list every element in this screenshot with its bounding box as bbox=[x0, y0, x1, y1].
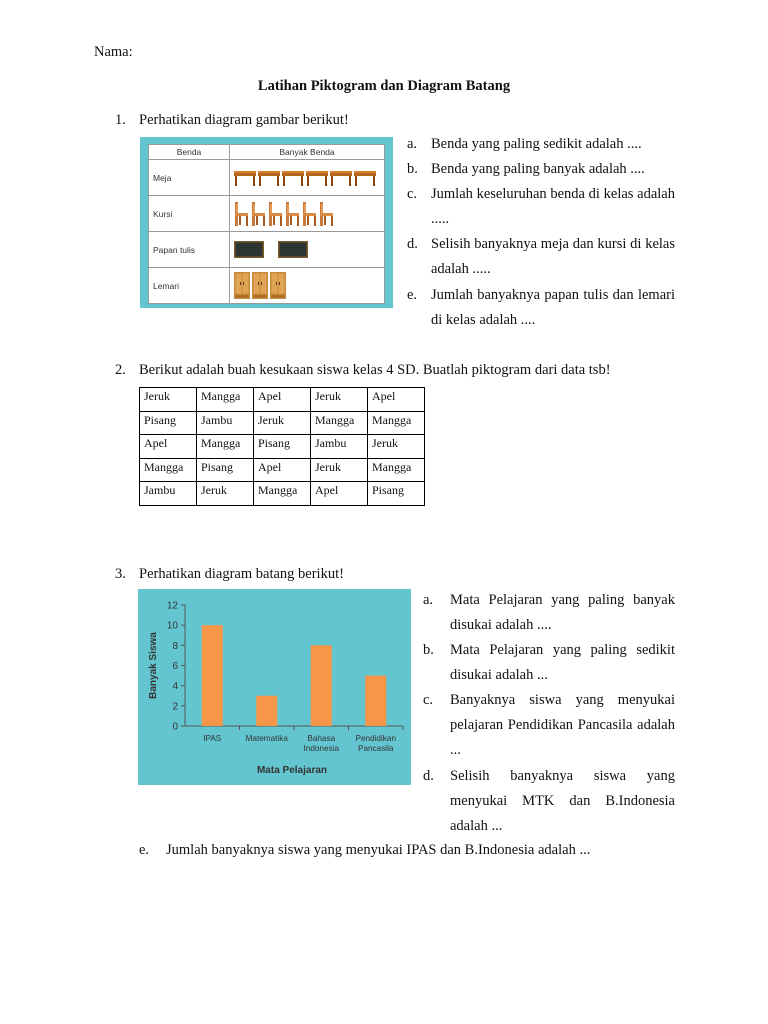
table-row bbox=[140, 458, 425, 482]
q1-text: Perhatikan diagram gambar berikut! bbox=[139, 112, 349, 128]
option-text: Mata Pelajaran yang paling banyak disukai adalah .... bbox=[450, 592, 675, 633]
y-tick-label: 12 bbox=[166, 600, 178, 612]
option-text: Mata Pelajaran yang paling sedikit disukai adalah ... bbox=[450, 642, 675, 683]
q1-option-d bbox=[407, 232, 675, 282]
q1-option-e bbox=[407, 283, 675, 333]
table-cell: Jeruk bbox=[368, 435, 425, 459]
y-tick-label: 0 bbox=[172, 721, 178, 733]
y-tick-label: 10 bbox=[166, 620, 178, 632]
chair-icon bbox=[285, 202, 300, 226]
q2-number: 2. bbox=[115, 362, 126, 378]
table-icon bbox=[354, 170, 376, 186]
chair-icon bbox=[302, 202, 317, 226]
q1-option-b bbox=[407, 157, 675, 182]
pictogram-icons bbox=[234, 272, 380, 299]
option-text: Banyaknya siswa yang menyukai pelajaran Pendidikan Pancasila adalah ... bbox=[450, 692, 675, 758]
table-cell: Pisang bbox=[197, 458, 254, 482]
q3-option-a bbox=[423, 588, 675, 638]
x-tick-label: Bahasa bbox=[307, 734, 336, 743]
option-text: Jumlah keseluruhan benda di kelas adalah ..... bbox=[431, 186, 675, 227]
x-tick-label: Indonesia bbox=[303, 744, 340, 753]
x-tick-label: Pendidikan bbox=[355, 734, 397, 743]
table-cell: Mangga bbox=[311, 411, 368, 435]
bar bbox=[256, 696, 277, 726]
table-cell: Apel bbox=[368, 388, 425, 412]
table-cell: Mangga bbox=[140, 458, 197, 482]
table-cell: Jambu bbox=[311, 435, 368, 459]
q3-option-b bbox=[423, 638, 675, 688]
option-text: Benda yang paling sedikit adalah .... bbox=[431, 136, 642, 152]
option-text: Selisih banyaknya siswa yang menyukai MTK dan B.Indonesia adalah ... bbox=[450, 768, 675, 834]
option-letter: d. bbox=[407, 236, 418, 252]
table-row bbox=[140, 482, 425, 506]
pictogram-icons bbox=[234, 241, 380, 258]
cupboard-icon bbox=[234, 272, 250, 299]
q3-option-c bbox=[423, 688, 675, 763]
table-cell: Jeruk bbox=[197, 482, 254, 506]
table-cell: Mangga bbox=[368, 458, 425, 482]
pictogram-row-label: Kursi bbox=[149, 196, 230, 232]
option-text: Jumlah banyaknya papan tulis dan lemari di kelas adalah .... bbox=[431, 287, 675, 328]
table-cell: Apel bbox=[140, 435, 197, 459]
table-cell: Jeruk bbox=[140, 388, 197, 412]
blackboard-icon bbox=[234, 241, 264, 258]
q2-text: Berikut adalah buah kesukaan siswa kelas 4 SD. Buatlah piktogram dari data tsb! bbox=[139, 362, 611, 378]
table-cell: Pisang bbox=[254, 435, 311, 459]
option-letter: c. bbox=[423, 692, 434, 708]
option-letter: b. bbox=[407, 161, 418, 177]
table-icon bbox=[330, 170, 352, 186]
pictogram-icons bbox=[234, 202, 380, 226]
y-tick-label: 2 bbox=[172, 701, 178, 713]
bar bbox=[365, 676, 386, 726]
bar bbox=[202, 625, 223, 726]
pictogram-header-item: Benda bbox=[149, 145, 230, 160]
table-cell: Apel bbox=[254, 458, 311, 482]
option-letter: d. bbox=[423, 768, 434, 784]
y-tick-label: 8 bbox=[172, 640, 178, 652]
table-row bbox=[140, 435, 425, 459]
cupboard-icon bbox=[252, 272, 268, 299]
pictogram-icons bbox=[234, 170, 380, 186]
table-icon bbox=[282, 170, 304, 186]
q1-option-a bbox=[407, 132, 675, 157]
table-cell: Jeruk bbox=[254, 411, 311, 435]
y-tick-label: 4 bbox=[172, 681, 178, 693]
table-cell: Apel bbox=[311, 482, 368, 506]
chair-icon bbox=[319, 202, 334, 226]
y-axis-title: Banyak Siswa bbox=[148, 632, 159, 699]
table-cell: Mangga bbox=[368, 411, 425, 435]
q3-number: 3. bbox=[115, 566, 126, 582]
table-cell: Jambu bbox=[140, 482, 197, 506]
table-cell: Apel bbox=[254, 388, 311, 412]
option-letter: e. bbox=[407, 287, 418, 303]
chair-icon bbox=[268, 202, 283, 226]
pictogram-table bbox=[148, 144, 385, 304]
bar-chart bbox=[138, 589, 411, 785]
table-cell: Jambu bbox=[197, 411, 254, 435]
table-icon bbox=[306, 170, 328, 186]
pictogram-row-label: Lemari bbox=[149, 268, 230, 304]
bar-chart-svg bbox=[138, 589, 411, 785]
q3-option-e-letter: e. bbox=[139, 842, 150, 858]
q3-option-e-text: Jumlah banyaknya siswa yang menyukai IPAS dan B.Indonesia adalah ... bbox=[166, 842, 591, 858]
option-letter: b. bbox=[423, 642, 434, 658]
q3-text: Perhatikan diagram batang berikut! bbox=[139, 566, 344, 582]
x-tick-label: Pancasila bbox=[357, 744, 394, 753]
cupboard-icon bbox=[270, 272, 286, 299]
option-letter: a. bbox=[407, 136, 418, 152]
x-axis-title: Mata Pelajaran bbox=[256, 765, 328, 776]
table-cell: Mangga bbox=[254, 482, 311, 506]
table-cell: Mangga bbox=[197, 388, 254, 412]
table-icon bbox=[234, 170, 256, 186]
option-letter: c. bbox=[407, 186, 418, 202]
table-cell: Jeruk bbox=[311, 388, 368, 412]
pictogram-figure bbox=[140, 137, 393, 308]
bar bbox=[311, 645, 332, 726]
pictogram-header-count: Banyak Benda bbox=[230, 145, 385, 160]
page-title: Latihan Piktogram dan Diagram Batang bbox=[257, 78, 511, 94]
chair-icon bbox=[234, 202, 249, 226]
y-tick-label: 6 bbox=[172, 661, 178, 672]
blackboard-icon bbox=[278, 241, 308, 258]
option-text: Benda yang paling banyak adalah .... bbox=[431, 161, 645, 177]
table-cell: Mangga bbox=[197, 435, 254, 459]
table-row bbox=[140, 388, 425, 412]
option-letter: a. bbox=[423, 592, 434, 608]
fruit-table bbox=[139, 387, 425, 506]
table-row bbox=[140, 411, 425, 435]
pictogram-row-label: Papan tulis bbox=[149, 232, 230, 268]
pictogram-row-label: Meja bbox=[149, 160, 230, 196]
table-icon bbox=[258, 170, 280, 186]
name-label: Nama: bbox=[94, 44, 133, 60]
table-cell: Jeruk bbox=[311, 458, 368, 482]
option-text: Selisih banyaknya meja dan kursi di kelas adalah ..... bbox=[431, 236, 675, 277]
q3-option-d bbox=[423, 764, 675, 839]
table-cell: Pisang bbox=[140, 411, 197, 435]
chair-icon bbox=[251, 202, 266, 226]
table-cell: Pisang bbox=[368, 482, 425, 506]
x-tick-label: IPAS bbox=[203, 734, 222, 743]
q1-option-c bbox=[407, 182, 675, 232]
x-tick-label: Matematika bbox=[245, 734, 288, 743]
q1-number: 1. bbox=[115, 112, 126, 128]
